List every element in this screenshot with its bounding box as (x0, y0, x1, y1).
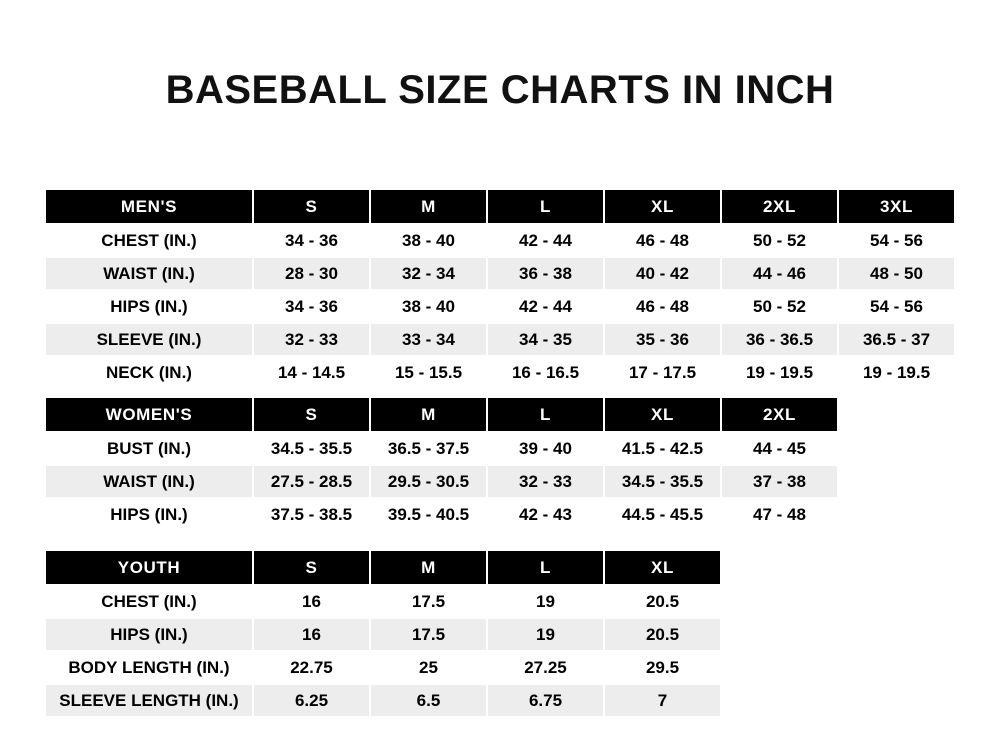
row-header: HIPS (IN.) (45, 618, 253, 651)
table-cell: 36.5 - 37 (838, 323, 955, 356)
table-cell: 32 - 34 (370, 257, 487, 290)
table-cell: 37.5 - 38.5 (253, 498, 370, 531)
table-row (45, 224, 955, 257)
column-header: L (487, 397, 604, 432)
column-header: M (370, 550, 487, 585)
table-cell: 19 - 19.5 (838, 356, 955, 389)
column-header: L (487, 550, 604, 585)
table-cell: 34 - 36 (253, 290, 370, 323)
table-cell: 50 - 52 (721, 290, 838, 323)
table-cell: 34 - 35 (487, 323, 604, 356)
table-cell: 32 - 33 (487, 465, 604, 498)
table-cell: 44 - 46 (721, 257, 838, 290)
row-header: CHEST (IN.) (45, 224, 253, 257)
table-cell: 17 - 17.5 (604, 356, 721, 389)
column-header: 3XL (838, 189, 955, 224)
mens-size-table (44, 188, 956, 390)
column-header: S (253, 397, 370, 432)
column-header: XL (604, 189, 721, 224)
table-row (45, 618, 721, 651)
table-cell: 20.5 (604, 585, 721, 618)
row-header: SLEEVE (IN.) (45, 323, 253, 356)
column-header: XL (604, 397, 721, 432)
table-cell: 35 - 36 (604, 323, 721, 356)
table-row (45, 290, 955, 323)
column-header: XL (604, 550, 721, 585)
row-header: HIPS (IN.) (45, 290, 253, 323)
table-cell: 29.5 (604, 651, 721, 684)
table-cell: 42 - 44 (487, 224, 604, 257)
table-cell: 7 (604, 684, 721, 717)
row-header: WAIST (IN.) (45, 465, 253, 498)
table-cell: 46 - 48 (604, 290, 721, 323)
table-cell: 37 - 38 (721, 465, 838, 498)
table-row (45, 465, 838, 498)
table-cell: 6.5 (370, 684, 487, 717)
table-cell: 38 - 40 (370, 290, 487, 323)
table-row (45, 257, 955, 290)
table-cell: 50 - 52 (721, 224, 838, 257)
table-cell: 19 (487, 585, 604, 618)
table-cell: 27.25 (487, 651, 604, 684)
table-row (45, 684, 721, 717)
table-cell: 17.5 (370, 585, 487, 618)
row-header: SLEEVE LENGTH (IN.) (45, 684, 253, 717)
table-cell: 47 - 48 (721, 498, 838, 531)
womens-size-table (44, 396, 839, 532)
table-row (45, 585, 721, 618)
table-cell: 14 - 14.5 (253, 356, 370, 389)
table-header-row (45, 397, 838, 432)
column-header: S (253, 189, 370, 224)
table-cell: 25 (370, 651, 487, 684)
table-cell: 46 - 48 (604, 224, 721, 257)
table-cell: 19 (487, 618, 604, 651)
table-cell: 20.5 (604, 618, 721, 651)
row-header: BODY LENGTH (IN.) (45, 651, 253, 684)
table-cell: 36 - 36.5 (721, 323, 838, 356)
column-header: WOMEN'S (45, 397, 253, 432)
table-cell: 40 - 42 (604, 257, 721, 290)
table-cell: 19 - 19.5 (721, 356, 838, 389)
column-header: L (487, 189, 604, 224)
row-header: HIPS (IN.) (45, 498, 253, 531)
table-cell: 16 (253, 618, 370, 651)
row-header: CHEST (IN.) (45, 585, 253, 618)
table-row (45, 356, 955, 389)
table-cell: 28 - 30 (253, 257, 370, 290)
table-cell: 6.25 (253, 684, 370, 717)
table-cell: 16 (253, 585, 370, 618)
table-row (45, 323, 955, 356)
table-cell: 42 - 44 (487, 290, 604, 323)
column-header: M (370, 189, 487, 224)
table-cell: 32 - 33 (253, 323, 370, 356)
table-cell: 27.5 - 28.5 (253, 465, 370, 498)
table-header-row (45, 189, 955, 224)
youth-size-table (44, 549, 722, 718)
table-cell: 15 - 15.5 (370, 356, 487, 389)
table-row (45, 432, 838, 465)
table-cell: 33 - 34 (370, 323, 487, 356)
table-cell: 44 - 45 (721, 432, 838, 465)
column-header: MEN'S (45, 189, 253, 224)
table-cell: 16 - 16.5 (487, 356, 604, 389)
table-cell: 54 - 56 (838, 290, 955, 323)
table-cell: 34 - 36 (253, 224, 370, 257)
page-title: BASEBALL SIZE CHARTS IN INCH (165, 68, 835, 112)
table-cell: 6.75 (487, 684, 604, 717)
table-cell: 17.5 (370, 618, 487, 651)
table-cell: 34.5 - 35.5 (253, 432, 370, 465)
table-cell: 39.5 - 40.5 (370, 498, 487, 531)
table-cell: 42 - 43 (487, 498, 604, 531)
table-cell: 48 - 50 (838, 257, 955, 290)
table-cell: 36 - 38 (487, 257, 604, 290)
column-header: S (253, 550, 370, 585)
row-header: WAIST (IN.) (45, 257, 253, 290)
table-cell: 38 - 40 (370, 224, 487, 257)
row-header: BUST (IN.) (45, 432, 253, 465)
table-cell: 54 - 56 (838, 224, 955, 257)
table-cell: 41.5 - 42.5 (604, 432, 721, 465)
column-header: M (370, 397, 487, 432)
table-cell: 29.5 - 30.5 (370, 465, 487, 498)
column-header: 2XL (721, 397, 838, 432)
table-cell: 36.5 - 37.5 (370, 432, 487, 465)
table-cell: 22.75 (253, 651, 370, 684)
table-row (45, 498, 838, 531)
table-cell: 39 - 40 (487, 432, 604, 465)
row-header: NECK (IN.) (45, 356, 253, 389)
column-header: 2XL (721, 189, 838, 224)
table-cell: 34.5 - 35.5 (604, 465, 721, 498)
table-cell: 44.5 - 45.5 (604, 498, 721, 531)
table-header-row (45, 550, 721, 585)
table-row (45, 651, 721, 684)
column-header: YOUTH (45, 550, 253, 585)
